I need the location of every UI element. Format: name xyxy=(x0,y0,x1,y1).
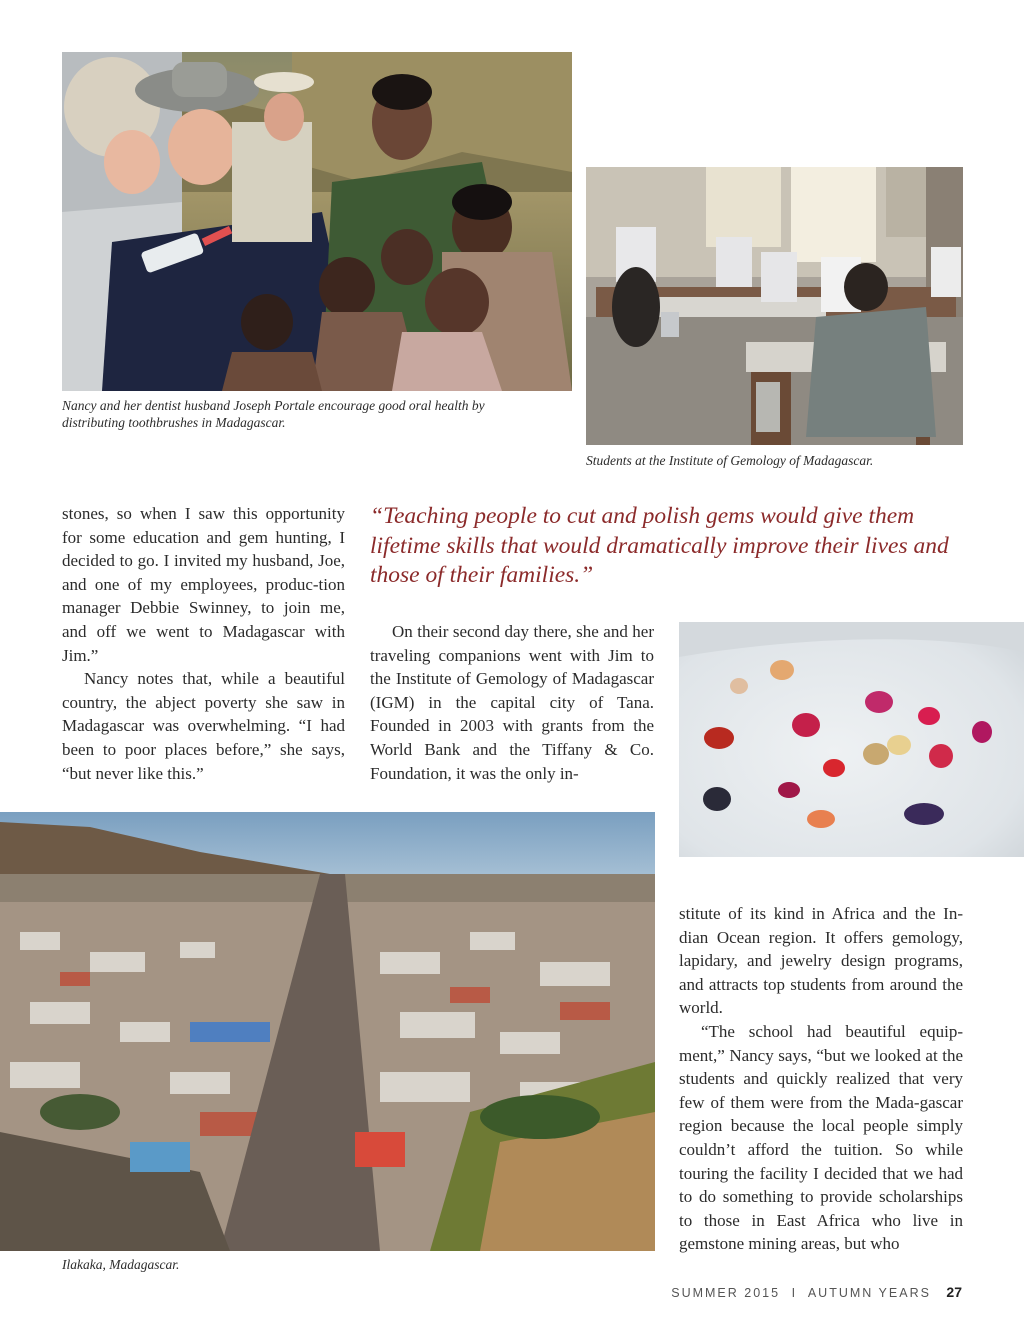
page-footer xyxy=(671,1284,962,1300)
issue-label: SUMMER 2015 xyxy=(671,1286,781,1300)
page-number: 27 xyxy=(946,1284,962,1300)
paragraph: stones, so when I saw this opportunity for some education and gem hunting, I decided to go. I invited my husband, Joe, and one of my employees, produc-tion manager Debbie Swinney, to join me, and off we went to Madagascar with Jim.” xyxy=(62,504,345,665)
paragraph: Nancy notes that, while a beautiful country, the abject poverty she saw in Madagascar was overwhelming. “I had been to poor places before,” she says, “but never like this.” xyxy=(62,669,345,783)
body-column-2 xyxy=(370,620,654,785)
pull-quote: “Teaching people to cut and polish gems would give them lifetime skills that would dramatically improve their lives and those of their families.” xyxy=(370,503,949,588)
ilakaka-photo xyxy=(0,812,655,1251)
paragraph: “The school had beautiful equip-ment,” Nancy says, “but we looked at the students and quickly realized that very few of them were from the Mada-gascar region because the local people simply couldn’t afford the tuition. So while touring the facility I decided that we had to do something to provide scholarships to those in East Africa who live in gemstone mining areas, but who xyxy=(679,1021,963,1254)
caption-ilakaka: Ilakaka, Madagascar. xyxy=(62,1257,180,1272)
paragraph: On their second day there, she and her traveling companions went with Jim to the Institute of Gemology of Madagascar (IGM) in the capital city of Tana. Founded in 2003 with grants from the World Bank and the Tiffany & Co. Foundation, it was the only in- xyxy=(370,622,654,783)
caption-toothbrushes: Nancy and her dentist husband Joseph Portale encourage good oral health by distributing toothbrushes in Madagascar. xyxy=(62,398,485,430)
magazine-name: AUTUMN YEARS xyxy=(807,1286,931,1300)
classroom-photo xyxy=(586,167,963,445)
gemstones-photo xyxy=(679,622,1024,857)
body-column-3 xyxy=(679,902,963,1256)
footer-separator: I xyxy=(791,1286,798,1300)
body-column-1 xyxy=(62,502,345,785)
caption-institute: Students at the Institute of Gemology of Madagascar. xyxy=(586,453,874,468)
paragraph: stitute of its kind in Africa and the In-dian Ocean region. It offers gemology, lapidary, and jewelry design programs, and attracts top students from around the world. xyxy=(679,904,963,1018)
toothbrush-photo xyxy=(62,52,572,391)
